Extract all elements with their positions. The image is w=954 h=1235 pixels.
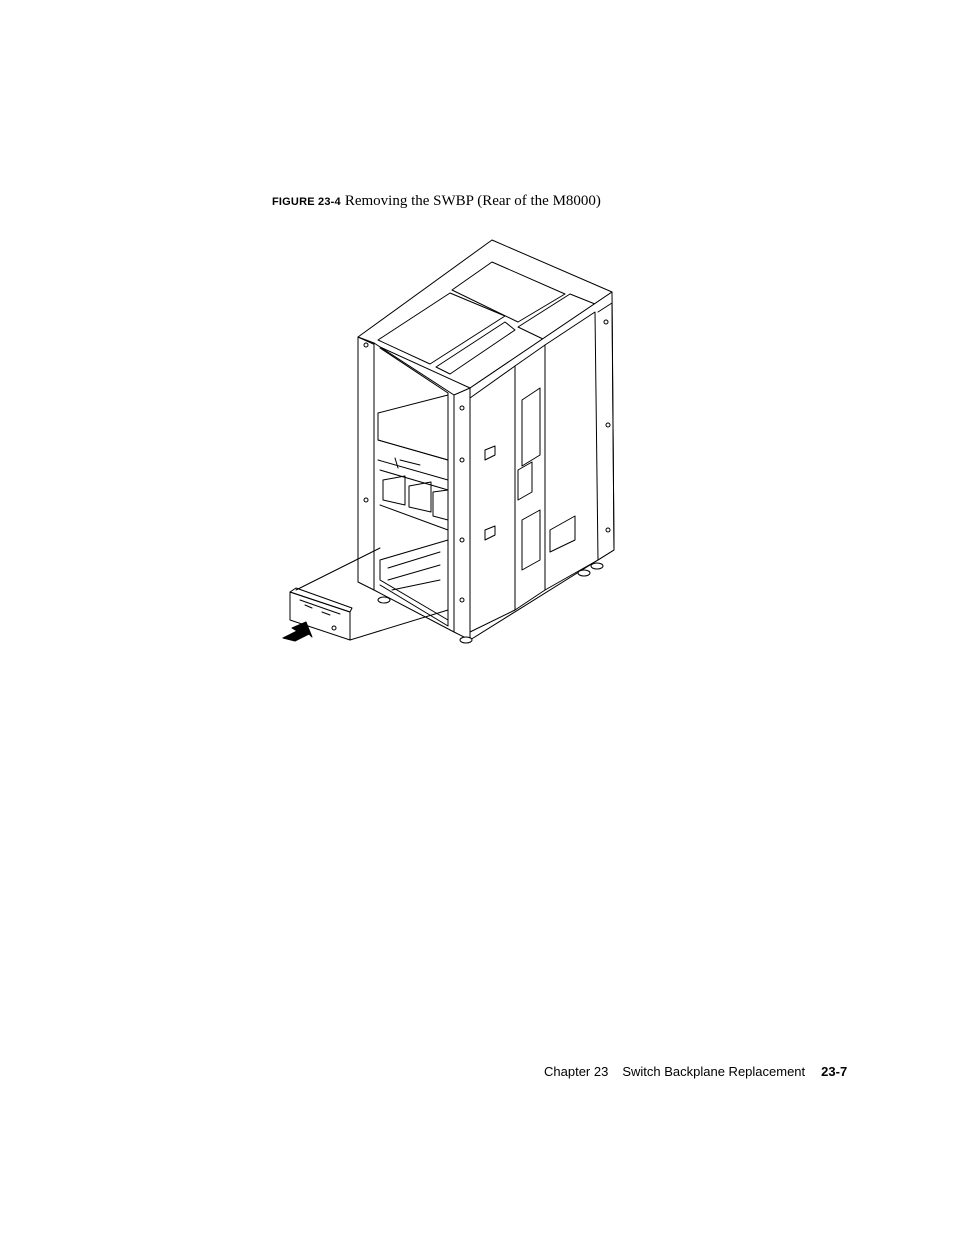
pull-direction-arrow-icon (283, 622, 312, 641)
page-number: 23-7 (821, 1064, 848, 1079)
footer-chapter: Chapter 23 (544, 1064, 609, 1079)
figure-label: FIGURE 23-4 (272, 196, 341, 208)
footer-title: Switch Backplane Replacement (622, 1064, 806, 1079)
figure-caption (272, 191, 601, 212)
page-footer (544, 1063, 847, 1081)
figure-title: Removing the SWBP (Rear of the M8000) (344, 193, 601, 209)
cabinet-illustration (270, 232, 630, 652)
